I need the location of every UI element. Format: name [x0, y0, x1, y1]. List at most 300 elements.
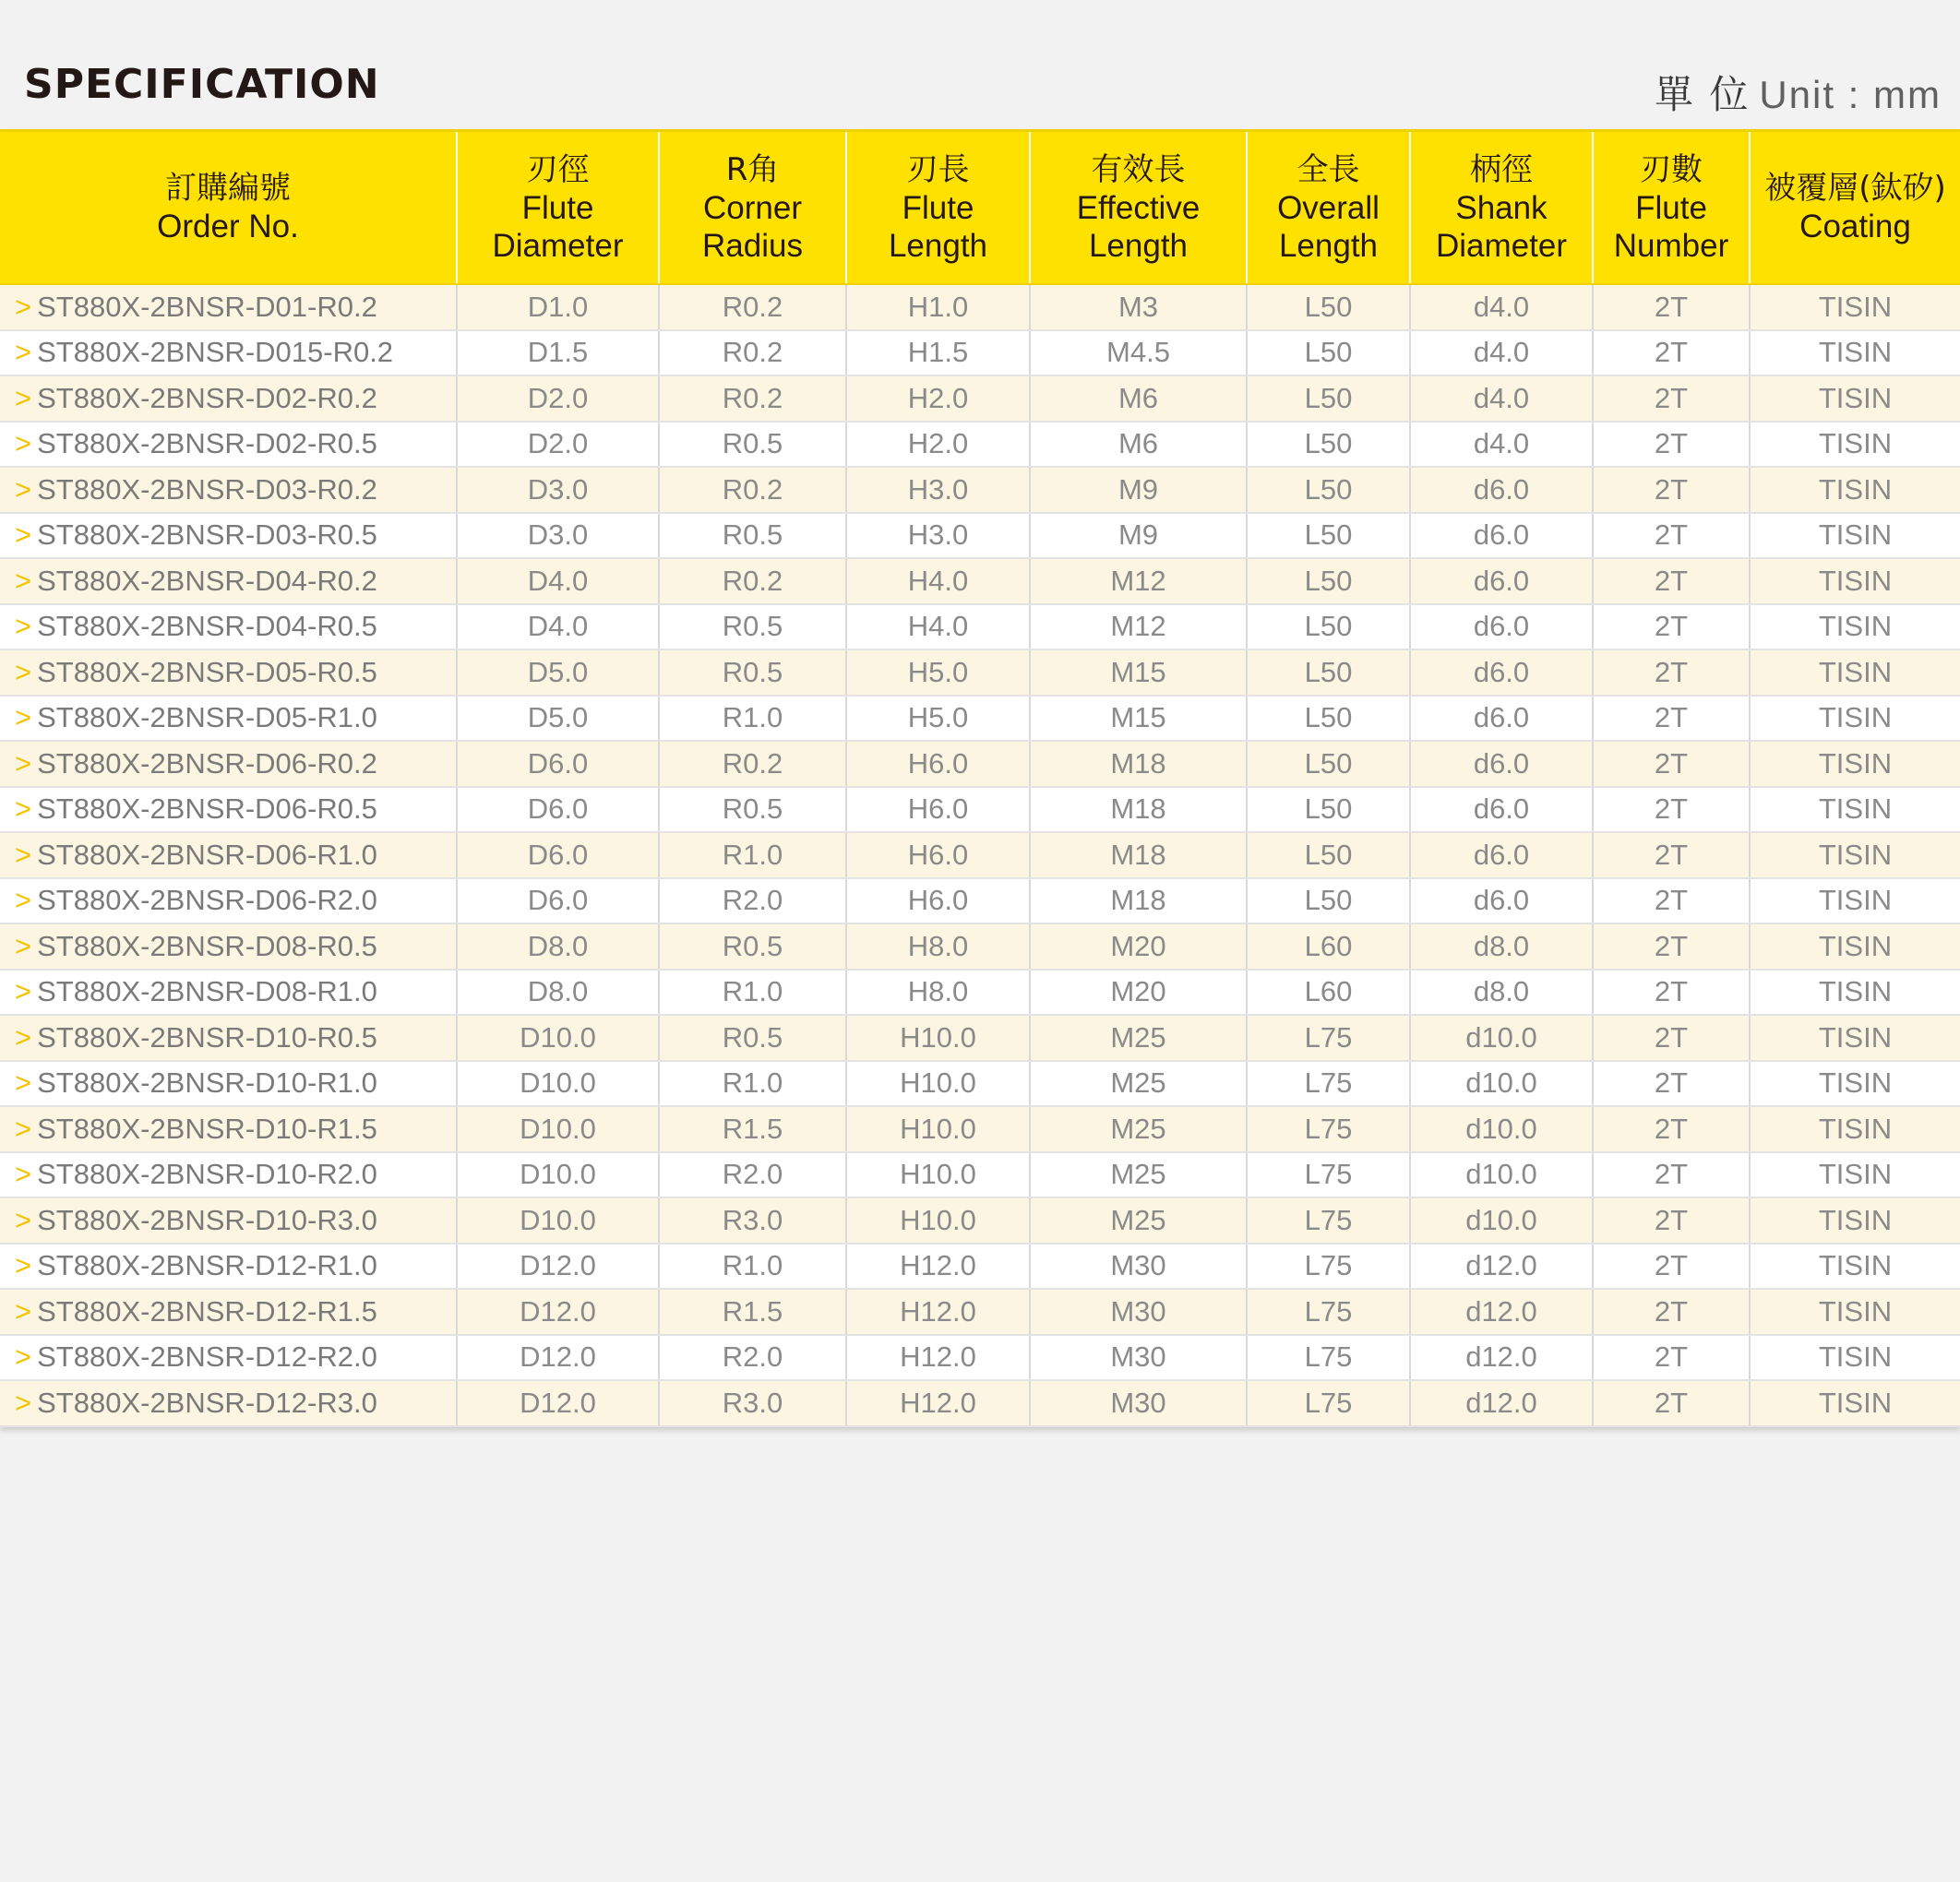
header-label-cjk: 訂購編號 — [165, 170, 291, 207]
order-no-text[interactable]: ST880X-2BNSR-D10-R0.5 — [37, 1020, 377, 1054]
flute-length-cell: H6.0 — [846, 787, 1030, 833]
flute-diameter-cell: D3.0 — [457, 467, 659, 513]
coating-cell: TISIN — [1750, 1061, 1960, 1107]
flute-length-cell: H12.0 — [846, 1335, 1030, 1381]
flute-number-cell: 2T — [1593, 878, 1750, 924]
chevron-right-icon: > — [15, 1066, 32, 1100]
effective-length-cell: M25 — [1030, 1197, 1247, 1244]
chevron-right-icon: > — [15, 884, 32, 917]
flute-diameter-cell: D5.0 — [457, 649, 659, 696]
table-body — [0, 284, 1960, 1426]
flute-number-cell: 2T — [1593, 604, 1750, 650]
order-no-cell — [0, 1380, 457, 1426]
overall-length-cell: L75 — [1247, 1015, 1410, 1061]
corner-radius-cell: R0.5 — [659, 422, 846, 468]
overall-length-cell: L50 — [1247, 284, 1410, 330]
order-no-text[interactable]: ST880X-2BNSR-D03-R0.2 — [37, 472, 377, 506]
effective-length-cell: M6 — [1030, 422, 1247, 468]
shank-diameter-cell: d8.0 — [1410, 923, 1593, 970]
shank-diameter-cell: d12.0 — [1410, 1244, 1593, 1290]
unit-label-en: Unit : mm — [1759, 73, 1942, 116]
order-no-text[interactable]: ST880X-2BNSR-D02-R0.2 — [37, 381, 377, 414]
flute-number-cell: 2T — [1593, 696, 1750, 742]
flute-number-cell: 2T — [1593, 1289, 1750, 1335]
effective-length-cell: M9 — [1030, 513, 1247, 559]
corner-radius-cell: R0.5 — [659, 649, 846, 696]
shank-diameter-cell: d6.0 — [1410, 787, 1593, 833]
flute-diameter-cell: D10.0 — [457, 1061, 659, 1107]
chevron-right-icon: > — [15, 1340, 32, 1374]
order-no-cell — [0, 1015, 457, 1061]
chevron-right-icon: > — [15, 1112, 32, 1145]
table-row[interactable] — [0, 1015, 1960, 1061]
flute-diameter-cell: D12.0 — [457, 1244, 659, 1290]
table-row[interactable] — [0, 1152, 1960, 1198]
flute-diameter-cell: D3.0 — [457, 513, 659, 559]
chevron-right-icon: > — [15, 1020, 32, 1054]
order-no-cell — [0, 604, 457, 650]
header-label-en: Flute — [902, 189, 974, 226]
coating-cell: TISIN — [1750, 1335, 1960, 1381]
header-label-cjk: R角 — [725, 150, 780, 188]
flute-number-cell: 2T — [1593, 832, 1750, 878]
header-overall-length — [1247, 131, 1410, 285]
chevron-right-icon: > — [15, 1294, 32, 1328]
overall-length-cell: L50 — [1247, 696, 1410, 742]
order-no-text[interactable]: ST880X-2BNSR-D01-R0.2 — [37, 290, 377, 323]
flute-number-cell: 2T — [1593, 1244, 1750, 1290]
table-row[interactable] — [0, 1380, 1960, 1426]
shank-diameter-cell: d6.0 — [1410, 513, 1593, 559]
order-no-text[interactable]: ST880X-2BNSR-D04-R0.5 — [37, 610, 377, 643]
order-no-cell — [0, 467, 457, 513]
header-label-cjk: 全長 — [1297, 150, 1360, 188]
effective-length-cell: M25 — [1030, 1061, 1247, 1107]
table-row[interactable] — [0, 284, 1960, 330]
corner-radius-cell: R0.5 — [659, 604, 846, 650]
unit-label-cjk: 單 位 — [1654, 72, 1751, 117]
flute-number-cell: 2T — [1593, 330, 1750, 376]
effective-length-cell: M18 — [1030, 832, 1247, 878]
flute-diameter-cell: D6.0 — [457, 878, 659, 924]
flute-number-cell: 2T — [1593, 741, 1750, 787]
chevron-right-icon: > — [15, 746, 32, 780]
corner-radius-cell: R1.5 — [659, 1289, 846, 1335]
header-label-en: Length — [1278, 227, 1379, 264]
chevron-right-icon: > — [15, 1203, 32, 1236]
flute-diameter-cell: D1.5 — [457, 330, 659, 376]
flute-number-cell: 2T — [1593, 558, 1750, 604]
effective-length-cell: M30 — [1030, 1335, 1247, 1381]
corner-radius-cell: R3.0 — [659, 1197, 846, 1244]
effective-length-cell: M3 — [1030, 284, 1247, 330]
corner-radius-cell: R1.0 — [659, 1061, 846, 1107]
table-row[interactable] — [0, 696, 1960, 742]
header-flute-number — [1593, 131, 1750, 285]
effective-length-cell: M6 — [1030, 375, 1247, 422]
effective-length-cell: M25 — [1030, 1106, 1247, 1152]
header-label-en: Diameter — [492, 227, 624, 264]
chevron-right-icon: > — [15, 701, 32, 734]
shank-diameter-cell: d6.0 — [1410, 696, 1593, 742]
corner-radius-cell: R0.2 — [659, 558, 846, 604]
overall-length-cell: L50 — [1247, 787, 1410, 833]
header-label-cjk: 柄徑 — [1470, 150, 1533, 188]
flute-length-cell: H1.5 — [846, 330, 1030, 376]
chevron-right-icon: > — [15, 929, 32, 962]
table-row[interactable] — [0, 1106, 1960, 1152]
order-no-cell — [0, 878, 457, 924]
corner-radius-cell: R2.0 — [659, 1335, 846, 1381]
order-no-cell — [0, 923, 457, 970]
table-row[interactable] — [0, 923, 1960, 970]
chevron-right-icon: > — [15, 381, 32, 414]
chevron-right-icon: > — [15, 1386, 32, 1419]
header-label-en: Diameter — [1436, 227, 1567, 264]
header-flute-length — [846, 131, 1030, 285]
table-row[interactable] — [0, 467, 1960, 513]
shank-diameter-cell: d10.0 — [1410, 1197, 1593, 1244]
order-no-cell — [0, 741, 457, 787]
header-shank-diameter — [1410, 131, 1593, 285]
coating-cell: TISIN — [1750, 1015, 1960, 1061]
corner-radius-cell: R1.0 — [659, 696, 846, 742]
unit-label — [1655, 65, 1942, 120]
order-no-cell — [0, 558, 457, 604]
flute-length-cell: H2.0 — [846, 422, 1030, 468]
corner-radius-cell: R1.0 — [659, 1244, 846, 1290]
header-label-cjk: 被覆層(鈦矽) — [1764, 170, 1946, 207]
order-no-text[interactable]: ST880X-2BNSR-D10-R3.0 — [37, 1203, 377, 1236]
table-row[interactable] — [0, 513, 1960, 559]
page-title: SPECIFICATION — [24, 61, 380, 108]
chevron-right-icon: > — [15, 838, 32, 871]
overall-length-cell: L75 — [1247, 1289, 1410, 1335]
flute-length-cell: H10.0 — [846, 1061, 1030, 1107]
spec-table — [0, 129, 1960, 1427]
order-no-text[interactable]: ST880X-2BNSR-D06-R0.2 — [37, 746, 377, 780]
coating-cell: TISIN — [1750, 1197, 1960, 1244]
chevron-right-icon: > — [15, 1158, 32, 1191]
shank-diameter-cell: d12.0 — [1410, 1289, 1593, 1335]
coating-cell: TISIN — [1750, 604, 1960, 650]
table-row[interactable] — [0, 970, 1960, 1016]
flute-number-cell: 2T — [1593, 1061, 1750, 1107]
shank-diameter-cell: d4.0 — [1410, 375, 1593, 422]
shank-diameter-cell: d10.0 — [1410, 1015, 1593, 1061]
table-row[interactable] — [0, 1244, 1960, 1290]
order-no-text[interactable]: ST880X-2BNSR-D12-R3.0 — [37, 1386, 377, 1419]
order-no-text[interactable]: ST880X-2BNSR-D10-R1.0 — [37, 1066, 377, 1100]
header-label-en: Shank — [1455, 189, 1548, 226]
shank-diameter-cell: d4.0 — [1410, 330, 1593, 376]
flute-diameter-cell: D10.0 — [457, 1197, 659, 1244]
order-no-text[interactable]: ST880X-2BNSR-D10-R2.0 — [37, 1158, 377, 1191]
header-label-en: Coating — [1799, 208, 1911, 244]
order-no-cell — [0, 1152, 457, 1198]
effective-length-cell: M9 — [1030, 467, 1247, 513]
chevron-right-icon: > — [15, 290, 32, 323]
table-row[interactable] — [0, 1061, 1960, 1107]
effective-length-cell: M4.5 — [1030, 330, 1247, 376]
corner-radius-cell: R0.2 — [659, 375, 846, 422]
flute-length-cell: H4.0 — [846, 604, 1030, 650]
effective-length-cell: M30 — [1030, 1244, 1247, 1290]
flute-length-cell: H8.0 — [846, 923, 1030, 970]
overall-length-cell: L50 — [1247, 558, 1410, 604]
overall-length-cell: L75 — [1247, 1152, 1410, 1198]
overall-length-cell: L50 — [1247, 513, 1410, 559]
header-label-en: Flute — [521, 189, 594, 226]
table-header — [0, 131, 1960, 285]
chevron-right-icon: > — [15, 472, 32, 506]
overall-length-cell: L75 — [1247, 1197, 1410, 1244]
coating-cell: TISIN — [1750, 741, 1960, 787]
order-no-text[interactable]: ST880X-2BNSR-D05-R0.5 — [37, 655, 377, 688]
flute-diameter-cell: D6.0 — [457, 741, 659, 787]
order-no-text[interactable]: ST880X-2BNSR-D02-R0.5 — [37, 427, 377, 460]
header-coating — [1750, 131, 1960, 285]
flute-diameter-cell: D12.0 — [457, 1335, 659, 1381]
order-no-cell — [0, 832, 457, 878]
flute-length-cell: H12.0 — [846, 1380, 1030, 1426]
effective-length-cell: M20 — [1030, 970, 1247, 1016]
effective-length-cell: M18 — [1030, 741, 1247, 787]
flute-length-cell: H12.0 — [846, 1289, 1030, 1335]
header-label-cjk: 刃長 — [906, 150, 970, 188]
header-label-en: Flute — [1635, 189, 1707, 226]
order-no-cell — [0, 330, 457, 376]
overall-length-cell: L50 — [1247, 604, 1410, 650]
flute-length-cell: H8.0 — [846, 970, 1030, 1016]
shank-diameter-cell: d12.0 — [1410, 1380, 1593, 1426]
flute-diameter-cell: D6.0 — [457, 787, 659, 833]
corner-radius-cell: R0.2 — [659, 284, 846, 330]
coating-cell: TISIN — [1750, 832, 1960, 878]
table-row[interactable] — [0, 422, 1960, 468]
coating-cell: TISIN — [1750, 375, 1960, 422]
coating-cell: TISIN — [1750, 878, 1960, 924]
flute-length-cell: H6.0 — [846, 878, 1030, 924]
chevron-right-icon: > — [15, 1249, 32, 1282]
order-no-text[interactable]: ST880X-2BNSR-D12-R1.0 — [37, 1249, 377, 1282]
coating-cell: TISIN — [1750, 284, 1960, 330]
table-row[interactable] — [0, 375, 1960, 422]
order-no-text[interactable]: ST880X-2BNSR-D03-R0.5 — [37, 518, 377, 552]
header-label-cjk: 刃徑 — [526, 150, 590, 188]
coating-cell: TISIN — [1750, 513, 1960, 559]
flute-length-cell: H3.0 — [846, 467, 1030, 513]
flute-number-cell: 2T — [1593, 1335, 1750, 1381]
shank-diameter-cell: d4.0 — [1410, 422, 1593, 468]
order-no-text[interactable]: ST880X-2BNSR-D04-R0.2 — [37, 564, 377, 597]
coating-cell: TISIN — [1750, 467, 1960, 513]
order-no-text[interactable]: ST880X-2BNSR-D12-R1.5 — [37, 1294, 377, 1328]
flute-number-cell: 2T — [1593, 1152, 1750, 1198]
flute-diameter-cell: D2.0 — [457, 422, 659, 468]
order-no-cell — [0, 1244, 457, 1290]
corner-radius-cell: R3.0 — [659, 1380, 846, 1426]
flute-length-cell: H10.0 — [846, 1197, 1030, 1244]
overall-length-cell: L60 — [1247, 923, 1410, 970]
flute-diameter-cell: D10.0 — [457, 1015, 659, 1061]
header-label-en: Length — [888, 227, 988, 264]
overall-length-cell: L50 — [1247, 649, 1410, 696]
shank-diameter-cell: d8.0 — [1410, 970, 1593, 1016]
table-row[interactable] — [0, 878, 1960, 924]
table-row[interactable] — [0, 1335, 1960, 1381]
order-no-cell — [0, 284, 457, 330]
overall-length-cell: L50 — [1247, 375, 1410, 422]
table-row[interactable] — [0, 832, 1960, 878]
header-corner-radius — [659, 131, 846, 285]
order-no-cell — [0, 1061, 457, 1107]
flute-number-cell: 2T — [1593, 1106, 1750, 1152]
table-row[interactable] — [0, 1289, 1960, 1335]
effective-length-cell: M12 — [1030, 558, 1247, 604]
flute-number-cell: 2T — [1593, 375, 1750, 422]
shank-diameter-cell: d10.0 — [1410, 1106, 1593, 1152]
coating-cell: TISIN — [1750, 970, 1960, 1016]
chevron-right-icon: > — [15, 336, 32, 369]
flute-diameter-cell: D4.0 — [457, 558, 659, 604]
table-row[interactable] — [0, 330, 1960, 376]
effective-length-cell: M20 — [1030, 923, 1247, 970]
corner-radius-cell: R0.5 — [659, 787, 846, 833]
shank-diameter-cell: d6.0 — [1410, 741, 1593, 787]
order-no-text[interactable]: ST880X-2BNSR-D06-R2.0 — [37, 884, 377, 917]
overall-length-cell: L50 — [1247, 878, 1410, 924]
order-no-text[interactable]: ST880X-2BNSR-D06-R1.0 — [37, 838, 377, 871]
table-row[interactable] — [0, 604, 1960, 650]
header-label-en: Number — [1613, 227, 1729, 264]
shank-diameter-cell: d6.0 — [1410, 467, 1593, 513]
header-effective-length — [1030, 131, 1247, 285]
coating-cell: TISIN — [1750, 1106, 1960, 1152]
header-label-en: Effective — [1076, 189, 1201, 226]
corner-radius-cell: R0.2 — [659, 741, 846, 787]
corner-radius-cell: R2.0 — [659, 1152, 846, 1198]
order-no-text[interactable]: ST880X-2BNSR-D06-R0.5 — [37, 792, 377, 826]
order-no-cell — [0, 375, 457, 422]
chevron-right-icon: > — [15, 564, 32, 597]
effective-length-cell: M25 — [1030, 1152, 1247, 1198]
flute-number-cell: 2T — [1593, 422, 1750, 468]
flute-diameter-cell: D10.0 — [457, 1152, 659, 1198]
order-no-text[interactable]: ST880X-2BNSR-D08-R1.0 — [37, 975, 377, 1008]
flute-number-cell: 2T — [1593, 1015, 1750, 1061]
order-no-text[interactable]: ST880X-2BNSR-D05-R1.0 — [37, 701, 377, 734]
chevron-right-icon: > — [15, 655, 32, 688]
chevron-right-icon: > — [15, 792, 32, 826]
overall-length-cell: L75 — [1247, 1106, 1410, 1152]
header-flute-diameter — [457, 131, 659, 285]
flute-number-cell: 2T — [1593, 467, 1750, 513]
flute-length-cell: H12.0 — [846, 1244, 1030, 1290]
coating-cell: TISIN — [1750, 1289, 1960, 1335]
flute-length-cell: H1.0 — [846, 284, 1030, 330]
order-no-cell — [0, 1289, 457, 1335]
flute-number-cell: 2T — [1593, 1380, 1750, 1426]
effective-length-cell: M18 — [1030, 878, 1247, 924]
header-label-en: Overall — [1277, 189, 1380, 226]
header-label-en: Order No. — [157, 208, 299, 244]
overall-length-cell: L50 — [1247, 330, 1410, 376]
chevron-right-icon: > — [15, 518, 32, 552]
corner-radius-cell: R1.0 — [659, 970, 846, 1016]
flute-number-cell: 2T — [1593, 513, 1750, 559]
order-no-text[interactable]: ST880X-2BNSR-D12-R2.0 — [37, 1340, 377, 1374]
corner-radius-cell: R1.5 — [659, 1106, 846, 1152]
flute-length-cell: H6.0 — [846, 741, 1030, 787]
corner-radius-cell: R2.0 — [659, 878, 846, 924]
table-row[interactable] — [0, 649, 1960, 696]
coating-cell: TISIN — [1750, 696, 1960, 742]
coating-cell: TISIN — [1750, 923, 1960, 970]
order-no-cell — [0, 696, 457, 742]
overall-length-cell: L60 — [1247, 970, 1410, 1016]
chevron-right-icon: > — [15, 427, 32, 460]
order-no-text[interactable]: ST880X-2BNSR-D10-R1.5 — [37, 1112, 377, 1145]
shank-diameter-cell: d10.0 — [1410, 1152, 1593, 1198]
table-row[interactable] — [0, 1197, 1960, 1244]
overall-length-cell: L50 — [1247, 467, 1410, 513]
chevron-right-icon: > — [15, 610, 32, 643]
shank-diameter-cell: d12.0 — [1410, 1335, 1593, 1381]
flute-number-cell: 2T — [1593, 787, 1750, 833]
chevron-right-icon: > — [15, 975, 32, 1008]
flute-diameter-cell: D2.0 — [457, 375, 659, 422]
shank-diameter-cell: d6.0 — [1410, 832, 1593, 878]
coating-cell: TISIN — [1750, 422, 1960, 468]
order-no-cell — [0, 1335, 457, 1381]
effective-length-cell: M15 — [1030, 649, 1247, 696]
coating-cell: TISIN — [1750, 1380, 1960, 1426]
overall-length-cell: L50 — [1247, 422, 1410, 468]
flute-number-cell: 2T — [1593, 284, 1750, 330]
corner-radius-cell: R0.5 — [659, 923, 846, 970]
coating-cell: TISIN — [1750, 1152, 1960, 1198]
table-row[interactable] — [0, 787, 1960, 833]
coating-cell: TISIN — [1750, 649, 1960, 696]
flute-number-cell: 2T — [1593, 649, 1750, 696]
shank-diameter-cell: d10.0 — [1410, 1061, 1593, 1107]
order-no-cell — [0, 513, 457, 559]
header-order-no — [0, 131, 457, 285]
header-row — [0, 131, 1960, 285]
header-label-en: Length — [1088, 227, 1189, 264]
flute-diameter-cell: D5.0 — [457, 696, 659, 742]
order-no-cell — [0, 1106, 457, 1152]
header-label-cjk: 刃數 — [1640, 150, 1703, 188]
flute-length-cell: H4.0 — [846, 558, 1030, 604]
effective-length-cell: M30 — [1030, 1289, 1247, 1335]
coating-cell: TISIN — [1750, 787, 1960, 833]
order-no-cell — [0, 422, 457, 468]
order-no-text[interactable]: ST880X-2BNSR-D015-R0.2 — [37, 336, 394, 369]
header-label-en: Radius — [702, 227, 803, 264]
table-row[interactable] — [0, 741, 1960, 787]
order-no-text[interactable]: ST880X-2BNSR-D08-R0.5 — [37, 929, 377, 962]
flute-length-cell: H5.0 — [846, 696, 1030, 742]
corner-radius-cell: R0.5 — [659, 513, 846, 559]
flute-length-cell: H5.0 — [846, 649, 1030, 696]
flute-number-cell: 2T — [1593, 1197, 1750, 1244]
flute-diameter-cell: D8.0 — [457, 923, 659, 970]
table-row[interactable] — [0, 558, 1960, 604]
shank-diameter-cell: d6.0 — [1410, 558, 1593, 604]
shank-diameter-cell: d6.0 — [1410, 604, 1593, 650]
